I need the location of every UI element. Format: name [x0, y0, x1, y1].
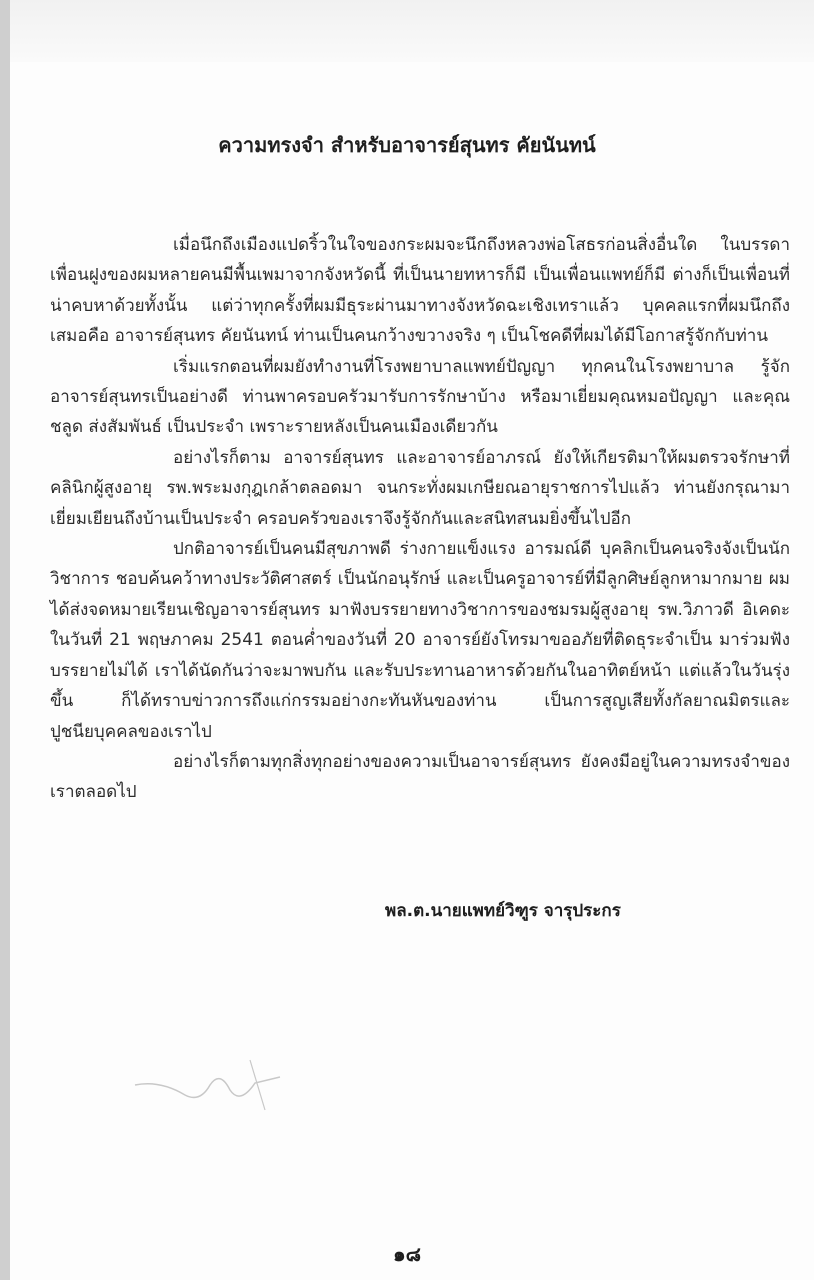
indent [50, 235, 173, 255]
indent [50, 357, 173, 377]
paragraph-3: อย่างไรก็ตาม อาจารย์สุนทร และอาจารย์อาภรณ์ ยังให้เกียรติมาให้ผมตรวจรักษาที่คลินิกผู้สูงอายุ รพ.พระมงกุฎเกล้าตลอดมา จนกระทั่งผมเกษียณอายุราชการไปแล้ว ท่านยังกรุณามาเยี่ยมเยียนถึงบ้านเป็นประจำ ครอบครัวของเราจึงรู้จักกันและสนิทสนมยิ่งขึ้นไปอีก [50, 447, 790, 529]
scan-left-edge [0, 0, 10, 1280]
memoir-body [50, 230, 790, 808]
page-title: ความทรงจำ สำหรับอาจารย์สุนทร คัยนันทน์ [218, 133, 596, 157]
page-number: ๑๘ [392, 1242, 422, 1266]
paragraph-4: ปกติอาจารย์เป็นคนมีสุขภาพดี ร่างกายแข็งแรง อารมณ์ดี บุคลิกเป็นคนจริงจังเป็นนักวิชาการ ชอบค้นคว้าทางประวัติศาสตร์ เป็นนักอนุรักษ์ และเป็นครูอาจารย์ที่มีลูกศิษย์ลูกหามากมาย ผมได้ส่งจดหมายเรียนเชิญอาจารย์สุนทร มาฟังบรรยายทางวิชาการของชมรมผู้สูงอายุ รพ.วิภาวดี อิเคดะ ในวันที่ 21 พฤษภาคม 2541 ตอนค่ำของวันที่ 20 อาจารย์ยังโทรมาขออภัยที่ติดธุระจำเป็น มาร่วมฟังบรรยายไม่ได้ เราได้นัดกันว่าจะมาพบกัน และรับประทานอาหารด้วยกันในอาทิตย์หน้า แต่แล้วในวันรุ่งขึ้น ก็ได้ทราบข่าวการถึงแก่กรรมอย่างกะทันหันของท่าน เป็นการสูญเสียทั้งกัลยาณมิตรและปูชนียบุคคลของเราไป [50, 539, 790, 742]
paragraph-1: เมื่อนึกถึงเมืองแปดริ้วในใจของกระผมจะนึกถึงหลวงพ่อโสธรก่อนสิ่งอื่นใด ในบรรดาเพื่อนฝูงของผมหลายคนมีพื้นเพมาจากจังหวัดนี้ ที่เป็นนายทหารก็มี เป็นเพื่อนแพทย์ก็มี ต่างก็เป็นเพื่อนที่น่าคบหาด้วยทั้งนั้น แต่ว่าทุกครั้งที่ผมมีธุระผ่านมาทางจังหวัดฉะเชิงเทราแล้ว บุคคลแรกที่ผมนึกถึงเสมอคือ อาจารย์สุนทร คัยนันทน์ ท่านเป็นคนกว้างขวางจริง ๆ เป็นโชคดีที่ผมได้มีโอกาสรู้จักกับท่าน [50, 235, 790, 347]
paragraph-5: อย่างไรก็ตามทุกสิ่งทุกอย่างของความเป็นอาจารย์สุนทร ยังคงมีอยู่ในความทรงจำของเราตลอดไป [50, 751, 790, 803]
bleed-through-text-lower [70, 790, 810, 980]
author-signature-line: พล.ต.นายแพทย์วิฑูร จารุประกร [385, 901, 621, 921]
indent [50, 539, 173, 559]
scan-top-margin [0, 0, 814, 62]
indent [50, 448, 173, 468]
faded-signature-mark [130, 1055, 290, 1115]
paragraph-2: เริ่มแรกตอนที่ผมยังทำงานที่โรงพยาบาลแพทย์ปัญญา ทุกคนในโรงพยาบาล รู้จักอาจารย์สุนทรเป็นอย่างดี ท่านพาครอบครัวมารับการรักษาบ้าง หรือมาเยี่ยมคุณหมอปัญญา และคุณชลูด ส่งสัมพันธ์ เป็นประจำ เพราะรายหลังเป็นคนเมืองเดียวกัน [50, 356, 790, 438]
indent [50, 752, 173, 772]
